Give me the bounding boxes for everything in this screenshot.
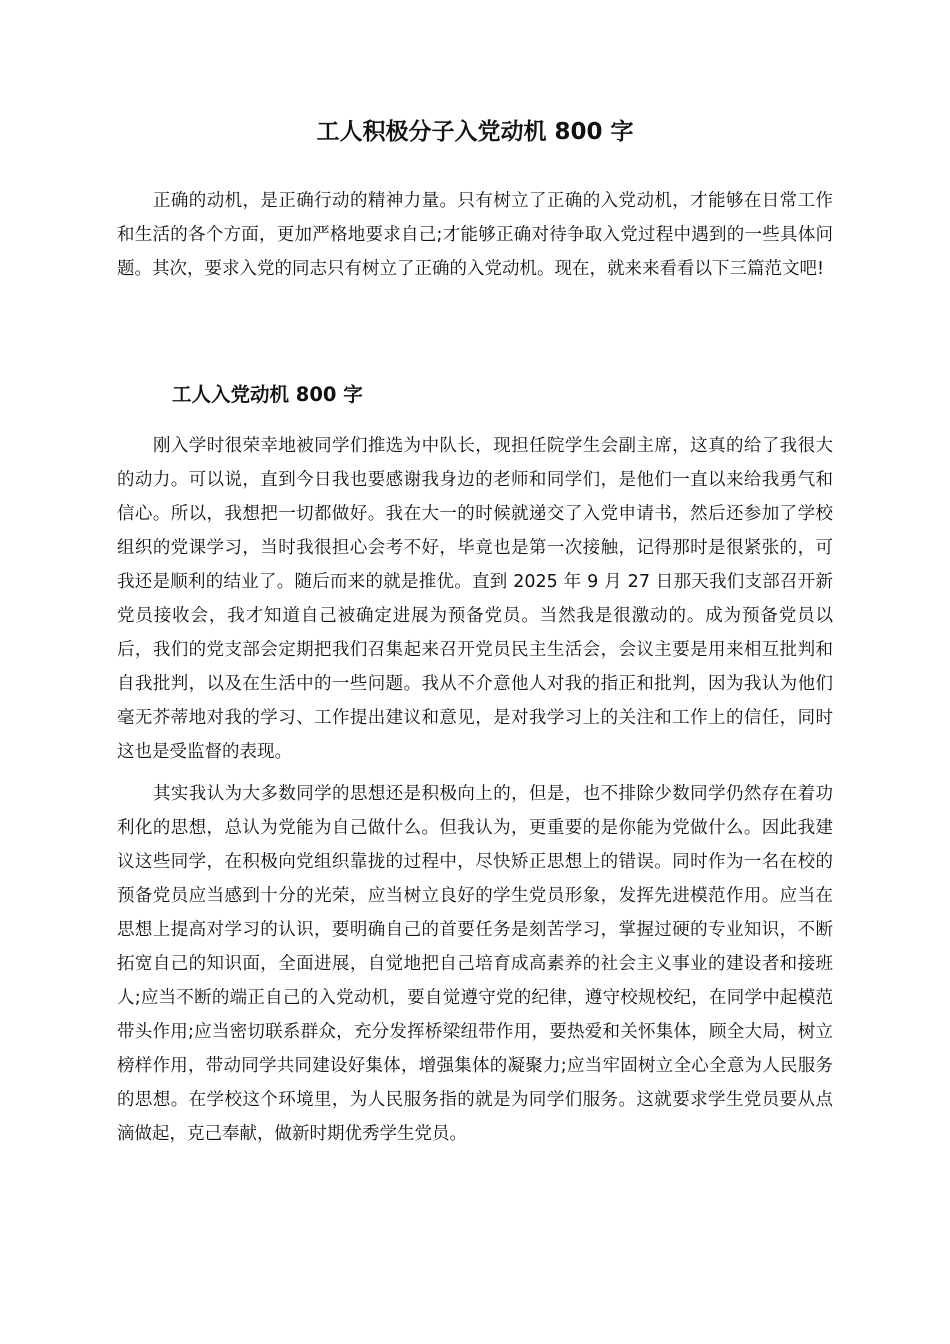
intro-paragraph: 正确的动机，是正确行动的精神力量。只有树立了正确的入党动机，才能够在日常工作和生活的各个方面，更加严格地要求自己;才能够正确对待争取入党过程中遇到的一些具体问题。其次，要求入党的同志只有树立了正确的入党动机。现在，就来来看看以下三篇范文吧! (117, 191, 833, 279)
body-paragraph: 刚入学时很荣幸地被同学们推选为中队长，现担任院学生会副主席，这真的给了我很大的动力。可以说，直到今日我也要感谢我身边的老师和同学们，是他们一直以来给我勇气和信心。所以，我想把一切都做好。我在大一的时候就递交了入党申请书，然后还参加了学校组织的党课学习，当时我很担心会考不好，毕竟也是第一次接触，记得那时是很紧张的，可我还是顺利的结业了。随后而来的就是推优。直到 2025 年 9 月 27 日那天我们支部召开新党员接收会，我才知道自己被确定进展为预备党员。当然我是很激动的。成为预备党员以后，我们的党支部会定期把我们召集起来召开党员民主生活会，会议主要是用来相互批判和自我批判，以及在生活中的一些问题。我从不介意他人对我的指正和批判，因为我认为他们毫无芥蒂地对我的学习、工作提出建议和意见，是对我学习上的关注和工作上的信任，同时这也是受监督的表现。 (117, 436, 833, 762)
body-paragraph: 其实我认为大多数同学的思想还是积极向上的，但是，也不排除少数同学仍然存在着功利化的思想，总认为党能为自己做什么。但我认为，更重要的是你能为党做什么。因此我建议这些同学，在积极向党组织靠拢的过程中，尽快矫正思想上的错误。同时作为一名在校的预备党员应当感到十分的光荣，应当树立良好的学生党员形象，发挥先进模范作用。应当在思想上提高对学习的认识，要明确自己的首要任务是刻苦学习，掌握过硬的专业知识，不断拓宽自己的知识面，全面进展，自觉地把自己培育成高素养的社会主义事业的建设者和接班人;应当不断的端正自己的入党动机，要自觉遵守党的纪律，遵守校规校纪，在同学中起模范带头作用;应当密切联系群众，充分发挥桥梁纽带作用，要热爱和关怀集体，顾全大局，树立榜样作用，带动同学共同建设好集体，增强集体的凝聚力;应当牢固树立全心全意为人民服务的思想。在学校这个环境里，为人民服务指的就是为同学们服务。这就要求学生党员要从点滴做起，克己奉献，做新时期优秀学生党员。 (117, 784, 833, 1144)
section-heading: 工人入党动机 800 字 (172, 383, 363, 406)
document-title: 工人积极分子入党动机 800 字 (316, 119, 634, 145)
